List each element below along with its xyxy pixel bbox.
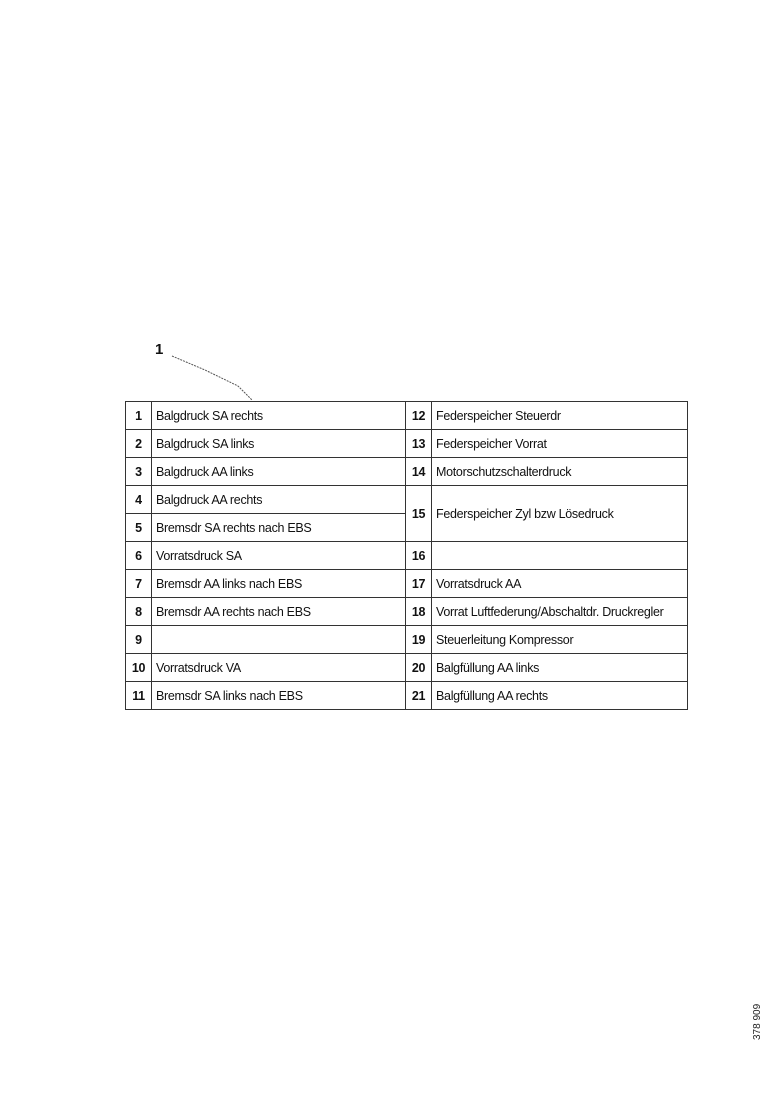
- legend-number: 10: [126, 654, 152, 682]
- legend-number: 7: [126, 570, 152, 598]
- legend-number: 1: [126, 402, 152, 430]
- legend-number: 14: [406, 458, 432, 486]
- legend-number: 16: [406, 542, 432, 570]
- table-row: [126, 570, 688, 598]
- legend-label: Bremsdr AA links nach EBS: [152, 570, 406, 598]
- legend-number: 3: [126, 458, 152, 486]
- legend-label: [152, 626, 406, 654]
- legend-label: [432, 542, 688, 570]
- table-row: [126, 486, 688, 514]
- legend-label: Balgdruck SA links: [152, 430, 406, 458]
- legend-number: 12: [406, 402, 432, 430]
- legend-number: 19: [406, 626, 432, 654]
- legend-number: 5: [126, 514, 152, 542]
- table-row: [126, 654, 688, 682]
- legend-label: Balgdruck SA rechts: [152, 402, 406, 430]
- legend-label: Steuerleitung Kompressor: [432, 626, 688, 654]
- legend-label: Motorschutzschalterdruck: [432, 458, 688, 486]
- legend-table: [125, 401, 688, 710]
- legend-label: Balgfüllung AA rechts: [432, 682, 688, 710]
- legend-number: 21: [406, 682, 432, 710]
- legend-label: Vorratsdruck VA: [152, 654, 406, 682]
- legend-number: 9: [126, 626, 152, 654]
- table-row: [126, 682, 688, 710]
- legend-label: Bremsdr SA links nach EBS: [152, 682, 406, 710]
- legend-label: Vorratsdruck SA: [152, 542, 406, 570]
- table-row: [126, 402, 688, 430]
- legend-label: Balgdruck AA links: [152, 458, 406, 486]
- legend-label: Balgdruck AA rechts: [152, 486, 406, 514]
- legend-label: Bremsdr AA rechts nach EBS: [152, 598, 406, 626]
- legend-number: 2: [126, 430, 152, 458]
- legend-number: 8: [126, 598, 152, 626]
- legend-number: 6: [126, 542, 152, 570]
- legend-label: Federspeicher Steuerdr: [432, 402, 688, 430]
- table-row: [126, 626, 688, 654]
- table-row: [126, 542, 688, 570]
- legend-number: 13: [406, 430, 432, 458]
- legend-label: Federspeicher Zyl bzw Lösedruck: [432, 486, 688, 542]
- legend-number: 17: [406, 570, 432, 598]
- table-row: [126, 430, 688, 458]
- legend-number: 4: [126, 486, 152, 514]
- legend-label: Vorrat Luftfederung/Abschaltdr. Druckregler: [432, 598, 688, 626]
- legend-label: Vorratsdruck AA: [432, 570, 688, 598]
- legend-number: 15: [406, 486, 432, 542]
- table-row: [126, 598, 688, 626]
- legend-label: Federspeicher Vorrat: [432, 430, 688, 458]
- legend-number: 18: [406, 598, 432, 626]
- table-row: [126, 458, 688, 486]
- legend-label: Bremsdr SA rechts nach EBS: [152, 514, 406, 542]
- document-code: 378 909: [752, 1003, 763, 1040]
- callout-number: 1: [155, 341, 164, 358]
- legend-label: Balgfüllung AA links: [432, 654, 688, 682]
- legend-number: 20: [406, 654, 432, 682]
- legend-number: 11: [126, 682, 152, 710]
